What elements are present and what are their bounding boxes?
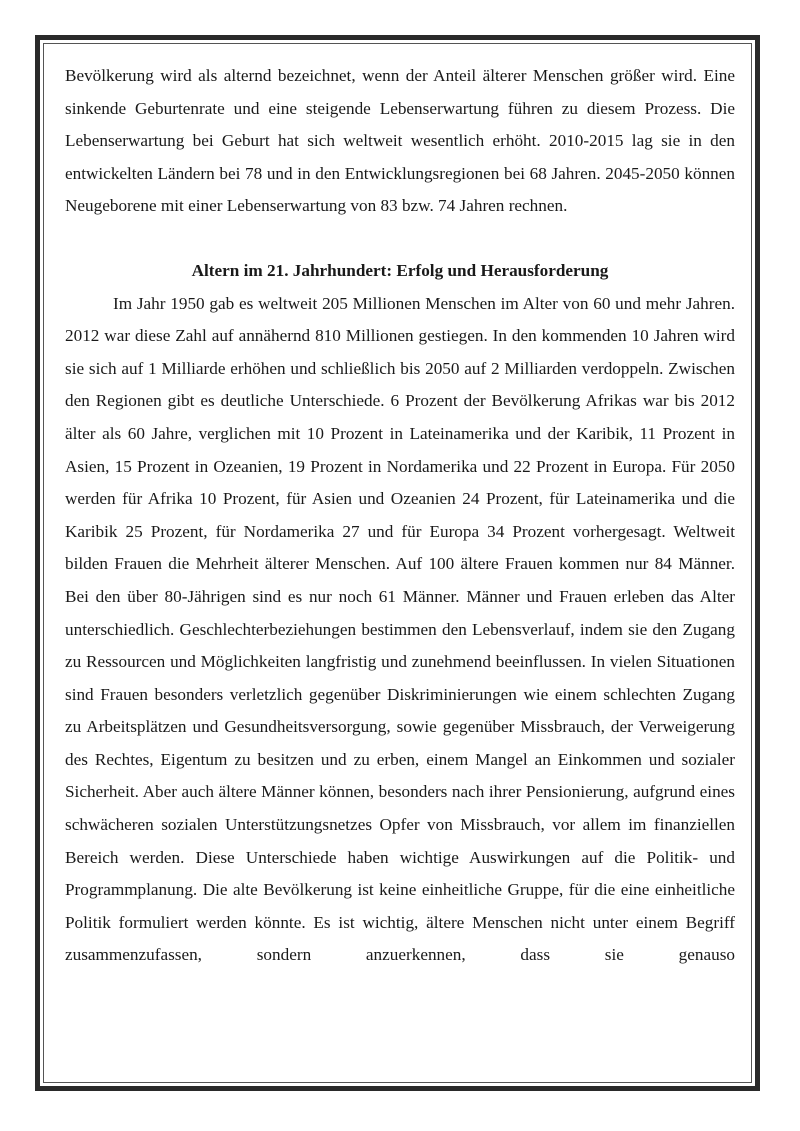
section-heading: Altern im 21. Jahrhundert: Erfolg und Herausforderung xyxy=(191,260,609,280)
intro-paragraph: Bevölkerung wird als alternd bezeichnet, wenn der Anteil älterer Menschen größer wird. Eine sinkende Geburtenrate und eine steigende Lebenserwartung führen zu diesem Prozess. Die Lebenserwartung bei Geburt hat sich weltweit wesentlich erhöht. 2010-2015 lag sie in den entwickelten Ländern bei 78 und in den Entwicklungsregionen bei 68 Jahren. 2045-2050 können Neugeborene mit einer Lebenserwartung von 83 bzw. 74 Jahren rechnen. xyxy=(65,66,735,216)
section-paragraph: Im Jahr 1950 gab es weltweit 205 Millionen Menschen im Alter von 60 und mehr Jahren. 2012 war diese Zahl auf annähernd 810 Millionen gestiegen. In den kommenden 10 Jahren wird sie sich auf 1 Milliarde erhöhen und schließlich bis 2050 auf 2 Milliarden verdoppeln. Zwischen den Regionen gibt es deutliche Unterschiede. 6 Prozent der Bevölkerung Afrikas war bis 2012 älter als 60 Jahre, verglichen mit 10 Prozent in Lateinamerika und der Karibik, 11 Prozent in Asien, 15 Prozent in Ozeanien, 19 Prozent in Nordamerika und 22 Prozent in Europa. Für 2050 werden für Afrika 10 Prozent, für Asien und Ozeanien 24 Prozent, für Lateinamerika und die Karibik 25 Prozent, für Nordamerika 27 und für Europa 34 Prozent vorhergesagt. Weltweit bilden Frauen die Mehrheit älterer Menschen. Auf 100 ältere Frauen kommen nur 84 Männer. Bei den über 80-Jährigen sind es nur noch 61 Männer. Männer und Frauen erleben das Alter unterschiedlich. Geschlechterbeziehungen bestimmen den Lebensverlauf, indem sie den Zugang zu Ressourcen und Möglichkeiten langfristig und zunehmend beeinflussen. In vielen Situationen sind Frauen besonders verletzlich gegenüber Diskriminierungen wie einem schlechten Zugang zu Arbeitsplätzen und Gesundheitsversorgung, sowie gegenüber Missbrauch, der Verweigerung des Rechtes, Eigentum zu besitzen und zu erben, einem Mangel an Einkommen und sozialer Sicherheit. Aber auch ältere Männer können, besonders nach ihrer Pensionierung, aufgrund eines schwächeren sozialen Unterstützungsnetzes Opfer von Missbrauch, vor allem im finanziellen Bereich werden. Diese Unterschiede haben wichtige Auswirkungen auf die Politik- und Programmplanung. Die alte Bevölkerung ist keine einheitliche Gruppe, für die eine einheitliche Politik formuliert werden könnte. Es ist wichtig, ältere Menschen nicht unter einem Begriff zusammenzufassen, sondern anzuerkennen, dass sie genauso xyxy=(65,293,735,965)
document-body xyxy=(65,60,735,972)
